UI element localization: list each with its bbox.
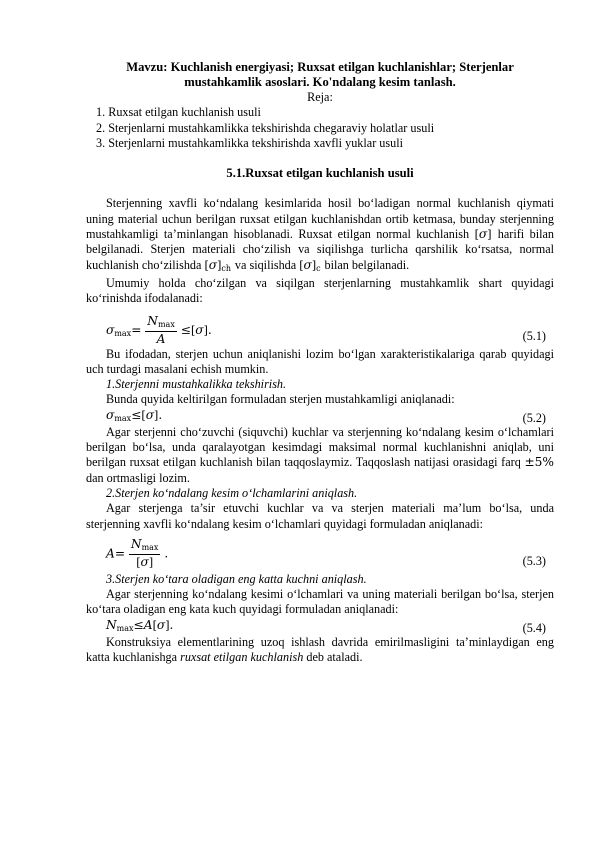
paragraph-definition: Konstruksiya elementlarining uzoq ishlash davrida emirilmasligini ta’minlaydigan eng katta kuchlanishga ruxsat etilgan kuchlanish deb ataladi. <box>86 634 554 665</box>
paragraph-check: Bunda quyida keltirilgan formuladan sterjen mustahkamligi aniqlanadi: <box>106 392 455 407</box>
outline-item: 3. Sterjenlarni mustahkamlikka tekshirishda xavfli yuklar usuli <box>96 135 403 150</box>
paragraph-max-load: Agar sterjenning ko‘ndalang kesimi o‘lchamlari va uning materiali berilgan bo‘lsa, sterjen ko‘tara oladigan eng kata kuch quyidagi formuladan aniqlanadi: <box>86 587 554 617</box>
paragraph-compare: Agar sterjenni cho‘zuvchi (siquvchi) kuchlar va sterjenning ko‘ndalang kesim o‘lchamlari berilgan bo‘lsa, unda qaralayotgan kesimdagi maksimal normal kuchlanishni aniqlab, uni berilgan ruxsat etilgan kuchlanish bilan taqqoslaymiz. Taqqoslash natijasi orasidagi farq ±5% dan ortmasligi lozim. <box>86 424 555 485</box>
tolerance-value: ±5% <box>524 455 555 470</box>
sigma-compression-symbol: $[\sigma]_c$ <box>299 257 321 273</box>
paragraph-intro: Sterjenning xavfli ko‘ndalang kesimlarida hosil bo‘ladigan normal kuchlanish qiymati uning material uchun berilgan ruxsat etilgan kuchlanishdan ortib ketmasa, bunday sterjenning mustahkamligi ta’minlangan hisoblanadi. Ruxsat etilgan normal kuchlanish [σ] harifi bilan belgilanadi. Sterjen materiali cho‘zilish va siqilishga turlicha qarshilik ko‘rsatsa, normal kuchlanish cho‘zilishda $[\sigma]_{ch}$ va siqilishda $[\sigma]_c$ bilan belgilanadi. <box>86 196 555 273</box>
sigma-allowed-symbol: [σ] <box>474 227 492 242</box>
task-item-2: 2.Sterjen ko‘ndalang kesim o‘lchamlarini aniqlash. <box>106 485 358 500</box>
paragraph-tasks: Bu ifodadan, sterjen uchun aniqlanishi lozim bo‘lgan xarakteristikalariga qarab quyidagi uch turdagi masalani echish mumkin. <box>86 346 554 376</box>
task-item-3: 3.Sterjen ko‘tara oladigan eng katta kuchni aniqlash. <box>106 571 367 586</box>
outline-heading: Reja: <box>307 90 333 104</box>
equation-number: (5.1) <box>522 328 546 343</box>
equation-5-3: A= $\frac{N_{max}}{[\sigma]}$ . (5.3) <box>106 536 546 569</box>
equation-5-2: $\sigma_{max}\le[\sigma]$. (5.2) <box>106 407 546 425</box>
equation-number: (5.3) <box>522 553 546 568</box>
equation-5-1: $\sigma_{max}=$ $\frac{N_{max}}{A}$ ≤[σ]. (5.1) <box>106 313 546 346</box>
equation-number: (5.2) <box>522 410 546 425</box>
outline-item: 1. Ruxsat etilgan kuchlanish usuli <box>96 105 261 120</box>
equation-5-4: $N_{max}\le A[\sigma]$. (5.4) <box>106 617 546 635</box>
outline-list <box>86 105 554 151</box>
task-item-1: 1.Sterjenni mustahkalikka tekshirish. <box>106 377 287 392</box>
equation-number: (5.4) <box>522 620 546 635</box>
document-title: Mavzu: Kuchlanish energiyasi; Ruxsat etilgan kuchlanishlar; Sterjenlar mustahkamlik asoslari. Ko'ndalang kesim tanlash. <box>126 60 514 89</box>
paragraph-dimensions: Agar sterjenga ta’sir etuvchi kuchlar va va sterjen materiali ma’lum bo‘lsa, unda sterjenning xavfli ko‘ndalang kesim o‘lchamlari quyidagi formuladan aniqlanadi: <box>86 501 554 531</box>
section-heading: 5.1.Ruxsat etilgan kuchlanish usuli <box>226 166 414 181</box>
outline-item: 2. Sterjenlarni mustahkamlikka tekshirishda chegaraviy holatlar usuli <box>96 120 435 135</box>
document-page <box>86 60 554 665</box>
sigma-tension-symbol: $[\sigma]_{ch}$ <box>204 257 232 273</box>
paragraph-condition: Umumiy holda cho‘zilgan va siqilgan sterjenlarning mustahkamlik shart quyidagi ko‘rinishda ifodalanadi: <box>86 275 554 306</box>
